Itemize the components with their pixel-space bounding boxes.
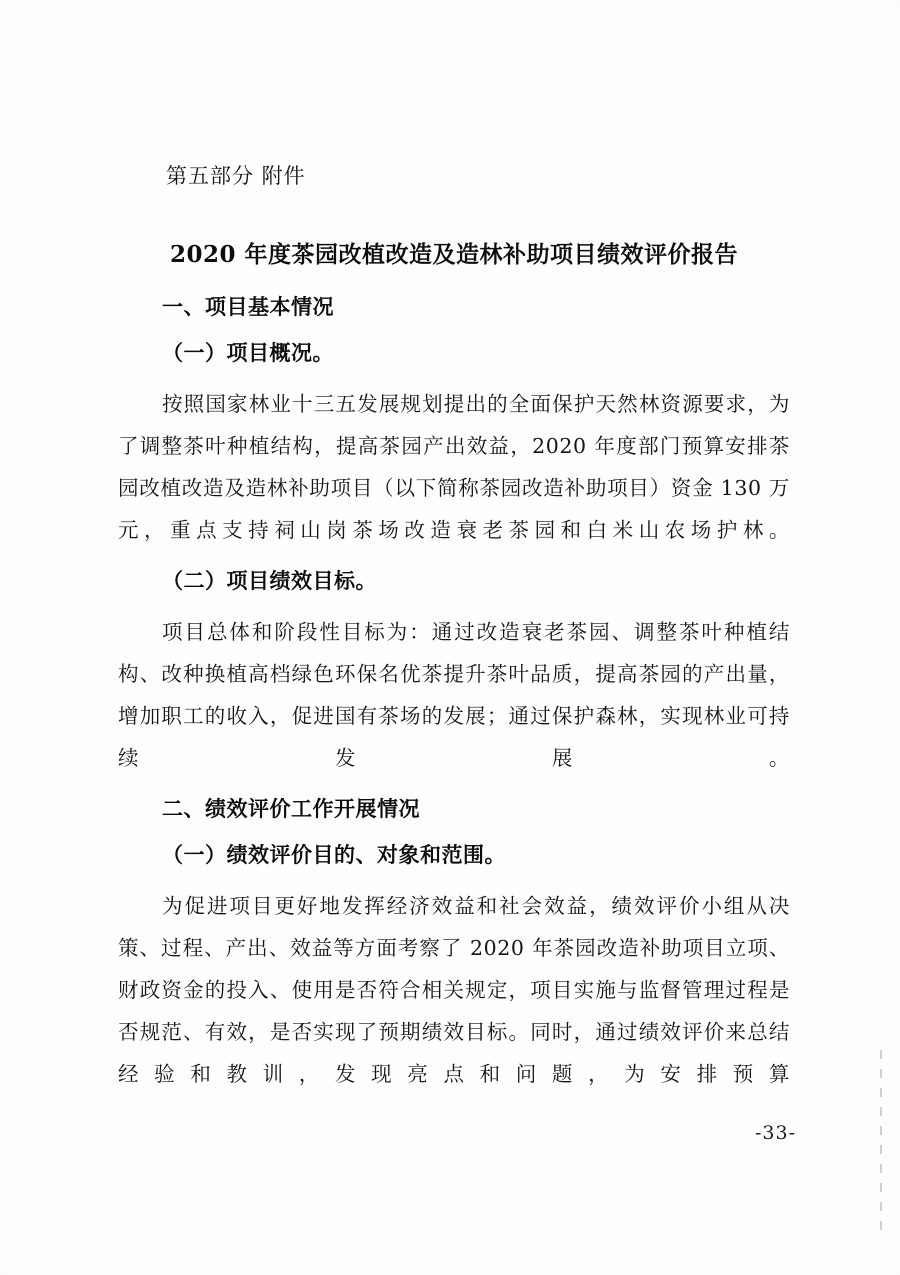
page-edge-marks (880, 1050, 882, 1240)
heading-project-basics: 一、项目基本情况 (162, 294, 334, 319)
page-title: 2020 年度茶园改植改造及造林补助项目绩效评价报告 (169, 241, 739, 268)
page-number: -33- (754, 1122, 796, 1144)
paragraph-project-overview: 按照国家林业十三五发展规划提出的全面保护天然林资源要求，为了调整茶叶种植结构，提高茶园产出效益，2020 年度部门预算安排茶园改植改造及造林补助项目（以下简称茶园改造补助项目）资金 130 万元，重点支持祠山岗茶场改造衰老茶园和白米山农场护林。 (118, 392, 790, 542)
heading-performance-goals: （二）项目绩效目标。 (162, 568, 377, 593)
heading-project-overview: （一）项目概况。 (162, 340, 334, 365)
section-heading: 第五部分 附件 (166, 164, 306, 188)
heading-evaluation-scope: （一）绩效评价目的、对象和范围。 (162, 842, 506, 867)
heading-evaluation-work: 二、绩效评价工作开展情况 (162, 796, 420, 821)
paragraph-performance-goals: 项目总体和阶段性目标为：通过改造衰老茶园、调整茶叶种植结构、改种换植高档绿色环保名优茶提升茶叶品质，提高茶园的产出量，增加职工的收入，促进国有茶场的发展；通过保护森林，实现林业可持续发展。 (118, 620, 790, 770)
document-body (118, 160, 790, 1109)
paragraph-evaluation-scope: 为促进项目更好地发挥经济效益和社会效益，绩效评价小组从决策、过程、产出、效益等方面考察了 2020 年茶园改造补助项目立项、财政资金的投入、使用是否符合相关规定，项目实施与监督管理过程是否规范、有效，是否实现了预期绩效目标。同时，通过绩效评价来总结经验和教训，发现亮点和问题，为安排预算 (118, 894, 790, 1086)
